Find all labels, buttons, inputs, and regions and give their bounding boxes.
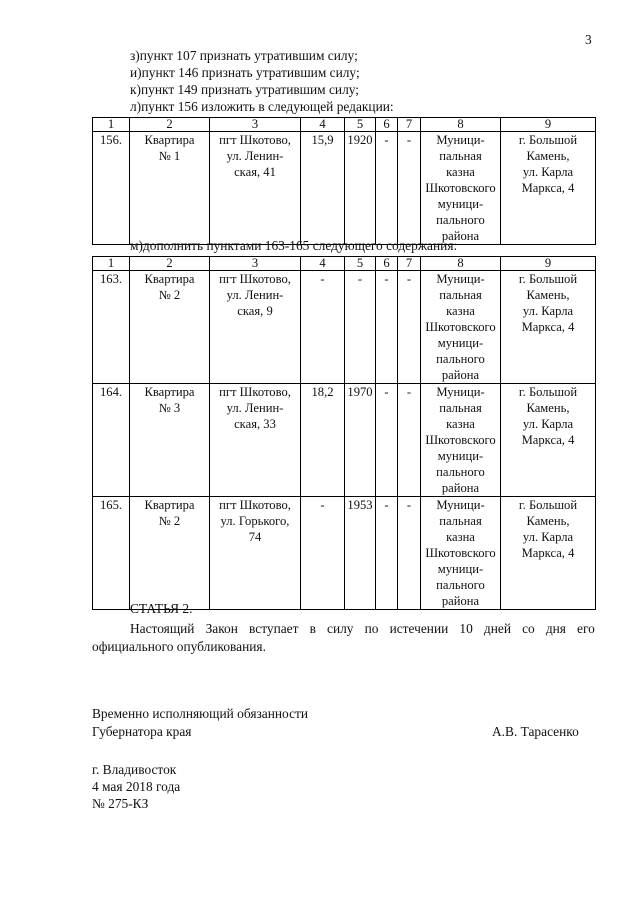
item-z: з)пункт 107 признать утратившим силу; — [130, 48, 358, 63]
article-word: со — [522, 621, 535, 636]
article-word: 10 — [459, 621, 473, 636]
article-heading: СТАТЬЯ 2. — [130, 601, 193, 616]
table-cell: Муници- пальная казна Шкотовского муници- пального района — [421, 384, 501, 497]
table-cell: - — [398, 497, 421, 610]
article-word: его — [577, 621, 595, 636]
table-header-cell: 3 — [210, 257, 301, 271]
table-cell: 1970 — [345, 384, 376, 497]
table-cell: 1920 — [345, 132, 376, 245]
table-cell: г. Большой Камень, ул. Карла Маркса, 4 — [501, 384, 596, 497]
table-header-cell: 4 — [301, 118, 345, 132]
table-cell: - — [398, 271, 421, 384]
article-word: дня — [545, 621, 566, 636]
article-text-line2: официального опубликования. — [92, 639, 266, 654]
table-header-cell: 8 — [421, 118, 501, 132]
property-table-2 — [92, 256, 596, 610]
table-cell: - — [376, 132, 398, 245]
table-cell: пгт Шкотово, ул. Ленин- ская, 33 — [210, 384, 301, 497]
table-header-cell: 8 — [421, 257, 501, 271]
table-cell: - — [376, 497, 398, 610]
table-cell: Квартира № 1 — [130, 132, 210, 245]
article-word: дней — [483, 621, 511, 636]
table-header-cell: 5 — [345, 257, 376, 271]
item-k: к)пункт 149 признать утратившим силу; — [130, 82, 360, 97]
table-cell: пгт Шкотово, ул. Ленин- ская, 41 — [210, 132, 301, 245]
table-header-cell: 6 — [376, 257, 398, 271]
table-cell: 1953 — [345, 497, 376, 610]
table-row — [93, 271, 596, 384]
table-cell: 156. — [93, 132, 130, 245]
property-table-1 — [92, 117, 596, 245]
article-word: Настоящий — [130, 621, 195, 636]
table-header-row — [93, 257, 596, 271]
table-cell: 163. — [93, 271, 130, 384]
table-header-cell: 3 — [210, 118, 301, 132]
table-cell: 165. — [93, 497, 130, 610]
table-row — [93, 497, 596, 610]
table-cell: - — [398, 132, 421, 245]
item-i: и)пункт 146 признать утратившим силу; — [130, 65, 360, 80]
table-cell: Муници- пальная казна Шкотовского муници- пального района — [421, 497, 501, 610]
signature-name: А.В. Тарасенко — [492, 724, 579, 739]
item-l: л)пункт 156 изложить в следующей редакции: — [130, 99, 394, 114]
table-cell: - — [301, 497, 345, 610]
table-cell: - — [301, 271, 345, 384]
table-cell: 164. — [93, 384, 130, 497]
place: г. Владивосток — [92, 762, 177, 777]
table-cell: Муници- пальная казна Шкотовского муници- пального района — [421, 271, 501, 384]
table-cell: пгт Шкотово, ул. Горького, 74 — [210, 497, 301, 610]
table-cell: - — [398, 384, 421, 497]
signature-title-line1: Временно исполняющий обязанности — [92, 706, 309, 721]
item-m: м)дополнить пунктами 163-165 следующего содержания: — [130, 238, 458, 253]
table-header-cell: 4 — [301, 257, 345, 271]
table-cell: пгт Шкотово, ул. Ленин- ская, 9 — [210, 271, 301, 384]
table-header-cell: 1 — [93, 118, 130, 132]
article-text-line1 — [130, 621, 595, 637]
table-row — [93, 132, 596, 245]
signature-title-line2: Губернатора края — [92, 724, 192, 739]
article-word: вступает — [249, 621, 299, 636]
article-word: Закон — [205, 621, 238, 636]
table-header-row — [93, 118, 596, 132]
table-cell: - — [376, 384, 398, 497]
table-header-cell: 6 — [376, 118, 398, 132]
table-header-cell: 1 — [93, 257, 130, 271]
article-word: силу — [327, 621, 354, 636]
table-cell: - — [376, 271, 398, 384]
table-header-cell: 5 — [345, 118, 376, 132]
date: 4 мая 2018 года — [92, 779, 181, 794]
table-cell: Муници- пальная казна Шкотовского муници- пального района — [421, 132, 501, 245]
table-cell: 15,9 — [301, 132, 345, 245]
article-word: истечении — [389, 621, 449, 636]
table-cell: 18,2 — [301, 384, 345, 497]
table-cell: Квартира № 2 — [130, 497, 210, 610]
table-cell: г. Большой Камень, ул. Карла Маркса, 4 — [501, 497, 596, 610]
table-header-cell: 2 — [130, 257, 210, 271]
table-cell: - — [345, 271, 376, 384]
table-header-cell: 9 — [501, 257, 596, 271]
article-word: в — [309, 621, 316, 636]
page-number: 3 — [585, 32, 592, 47]
table-cell: г. Большой Камень, ул. Карла Маркса, 4 — [501, 132, 596, 245]
table-cell: Квартира № 2 — [130, 271, 210, 384]
table-header-cell: 7 — [398, 118, 421, 132]
table-header-cell: 7 — [398, 257, 421, 271]
table-cell: Квартира № 3 — [130, 384, 210, 497]
law-number: № 275-КЗ — [92, 796, 149, 811]
table-header-cell: 9 — [501, 118, 596, 132]
table-cell: г. Большой Камень, ул. Карла Маркса, 4 — [501, 271, 596, 384]
table-row — [93, 384, 596, 497]
table-header-cell: 2 — [130, 118, 210, 132]
article-word: по — [364, 621, 379, 636]
